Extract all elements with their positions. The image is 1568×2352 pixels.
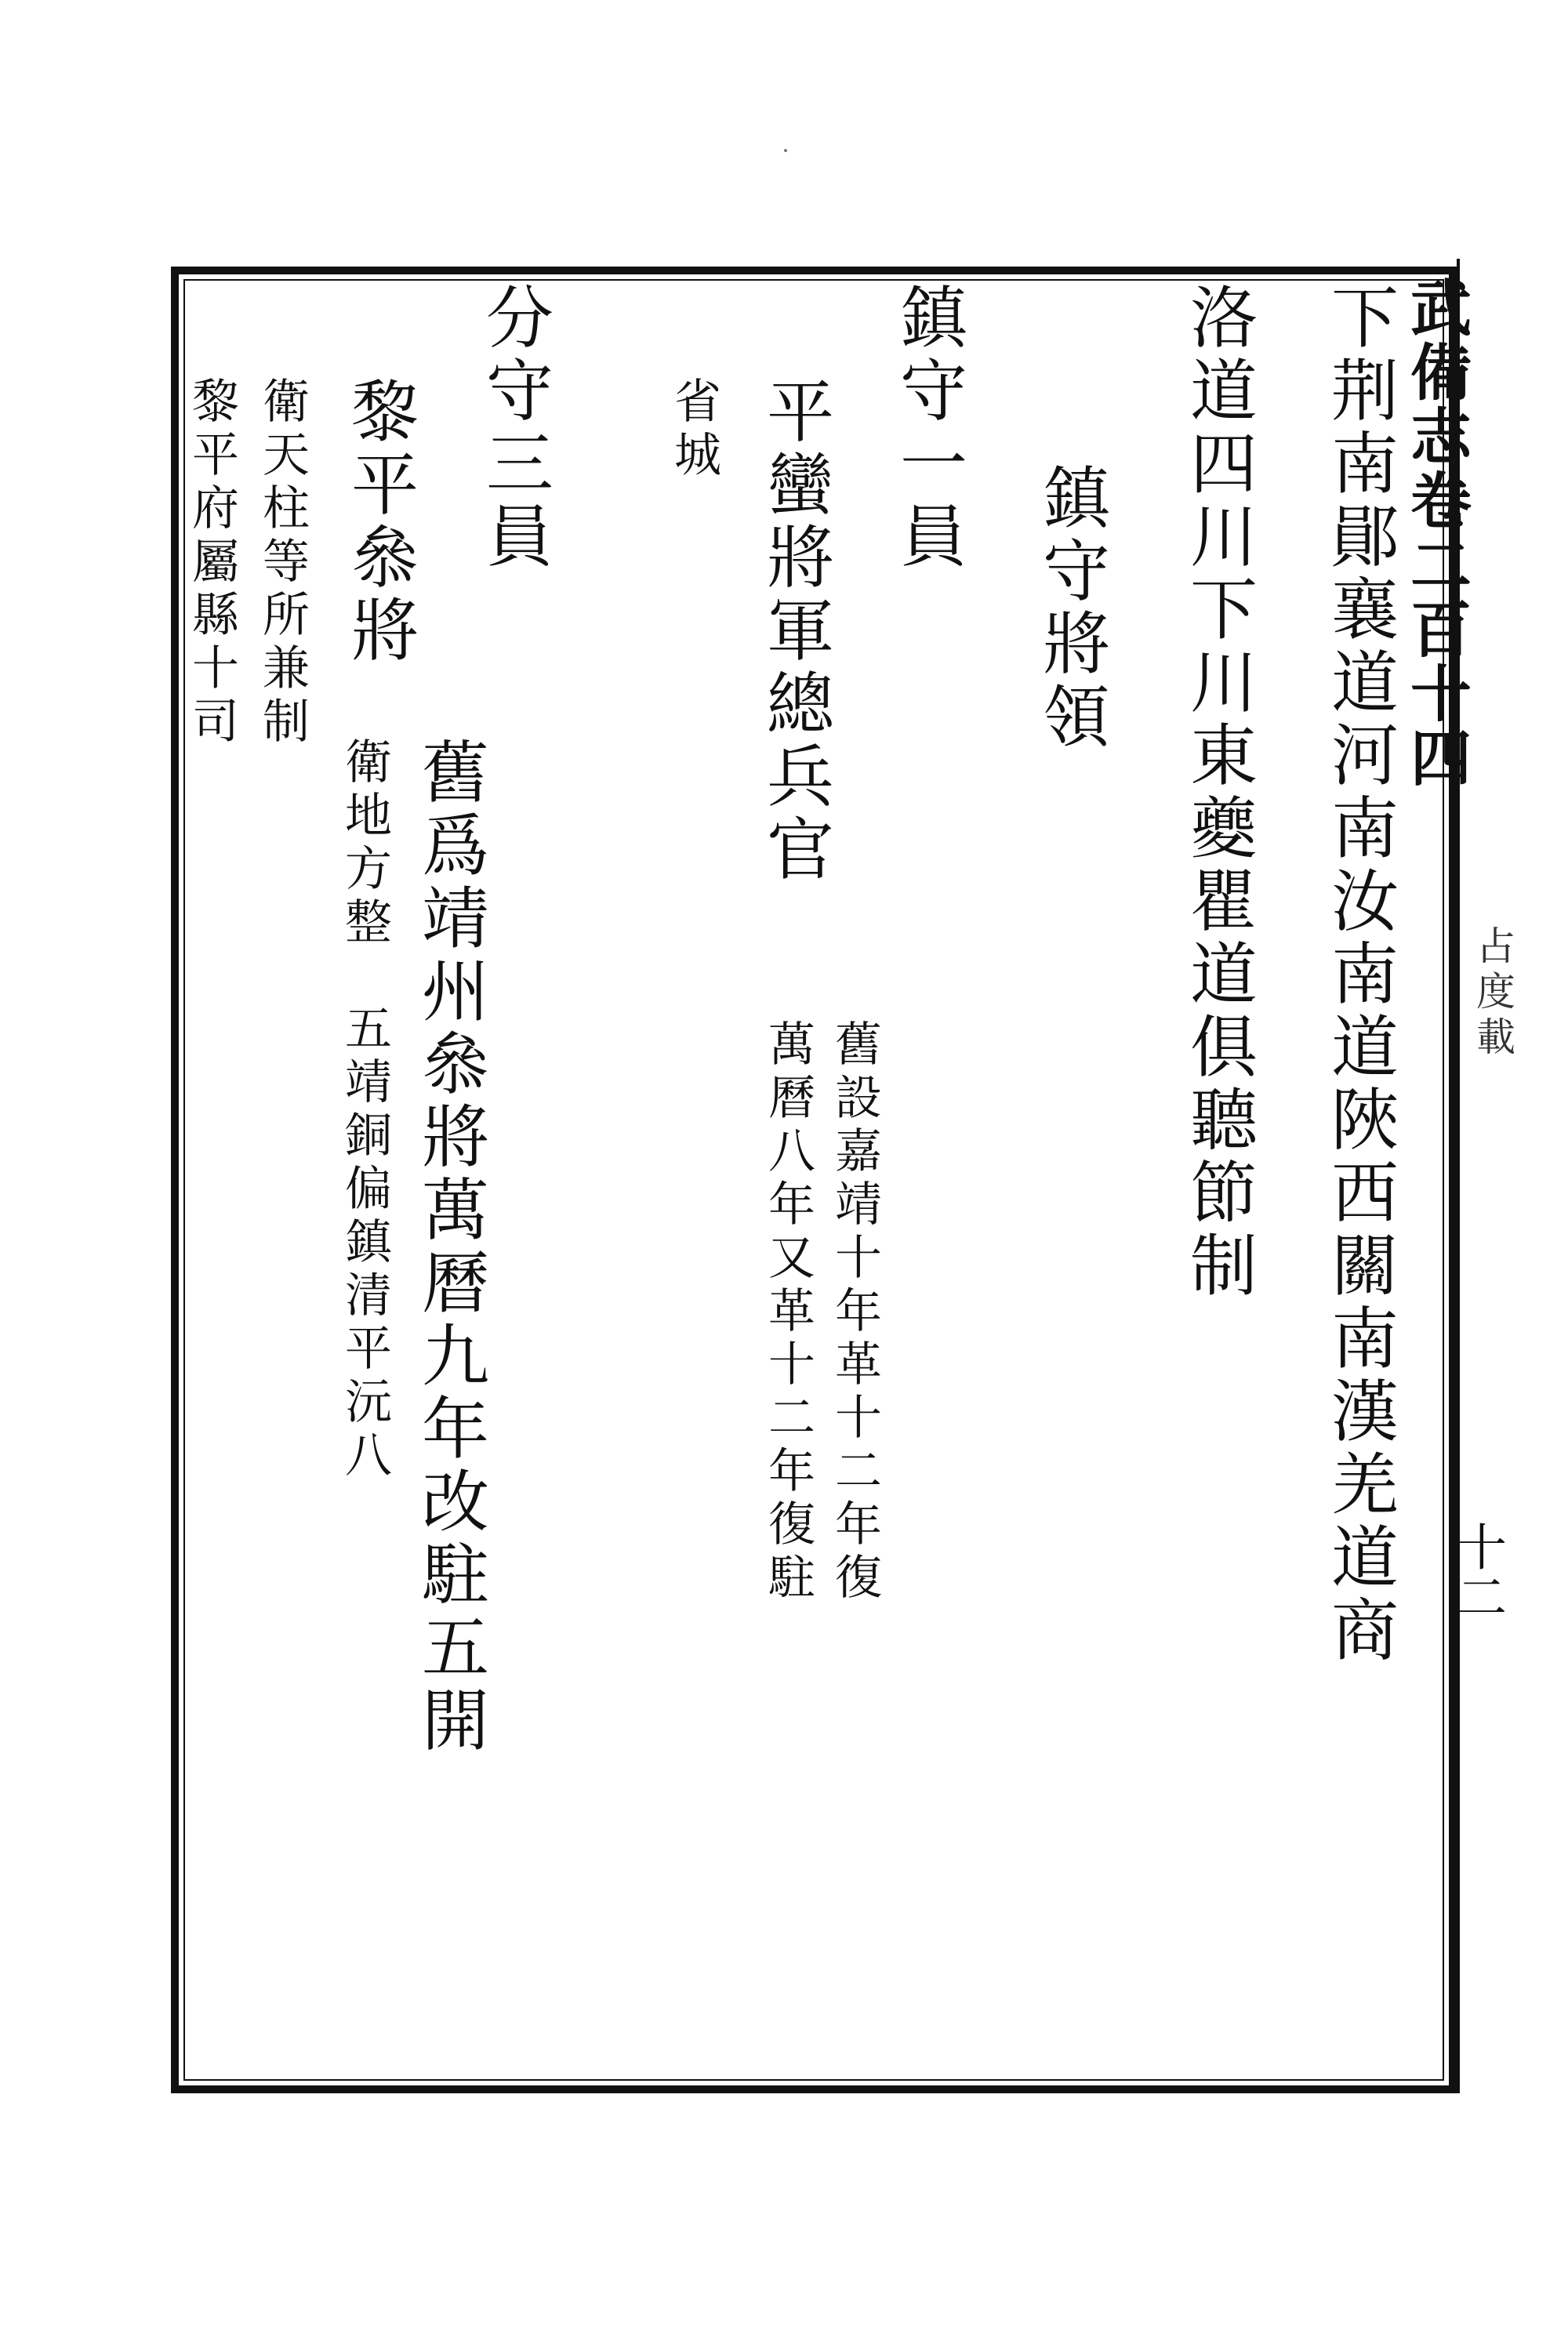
text-column-6: 省城 (666, 376, 721, 483)
text-column-5-note-b: 萬曆八年又革十二年復駐 (760, 1019, 815, 1606)
text-column-4: 鎮守一員 (888, 282, 967, 574)
folio-number: 十二 (1448, 1521, 1506, 1621)
text-column-10: 黎平府屬縣十司 (184, 376, 239, 750)
text-column-3: 鎮守將領 (1031, 463, 1109, 754)
text-column-2: 洛道四川下川東夔瞿道俱聽節制 (1178, 282, 1257, 1303)
stray-dot (784, 149, 787, 152)
text-column-9: 衛天柱等所兼制 (255, 376, 310, 750)
text-column-7: 分守三員 (474, 282, 553, 574)
spine-subtitle: 占度載 (1470, 925, 1515, 1062)
text-column-5-main: 平蠻將軍總兵官 (755, 376, 833, 887)
text-column-8-main: 黎平叅將 (339, 376, 418, 668)
text-column-8-note-b: 衛地方整 五靖銅偏鎮清平沅八 (337, 737, 392, 1483)
text-column-1: 下荆南鄖襄道河南汝南道陜西關南漢羌道商 (1319, 282, 1398, 1668)
spine-title: 武備志卷二百十四 (1400, 276, 1472, 790)
text-column-8-note-a: 舊爲靖州叅將萬曆九年改駐五開 (410, 737, 488, 1758)
text-column-5-note-a: 舊設嘉靖十年革十二年復 (827, 1019, 882, 1606)
